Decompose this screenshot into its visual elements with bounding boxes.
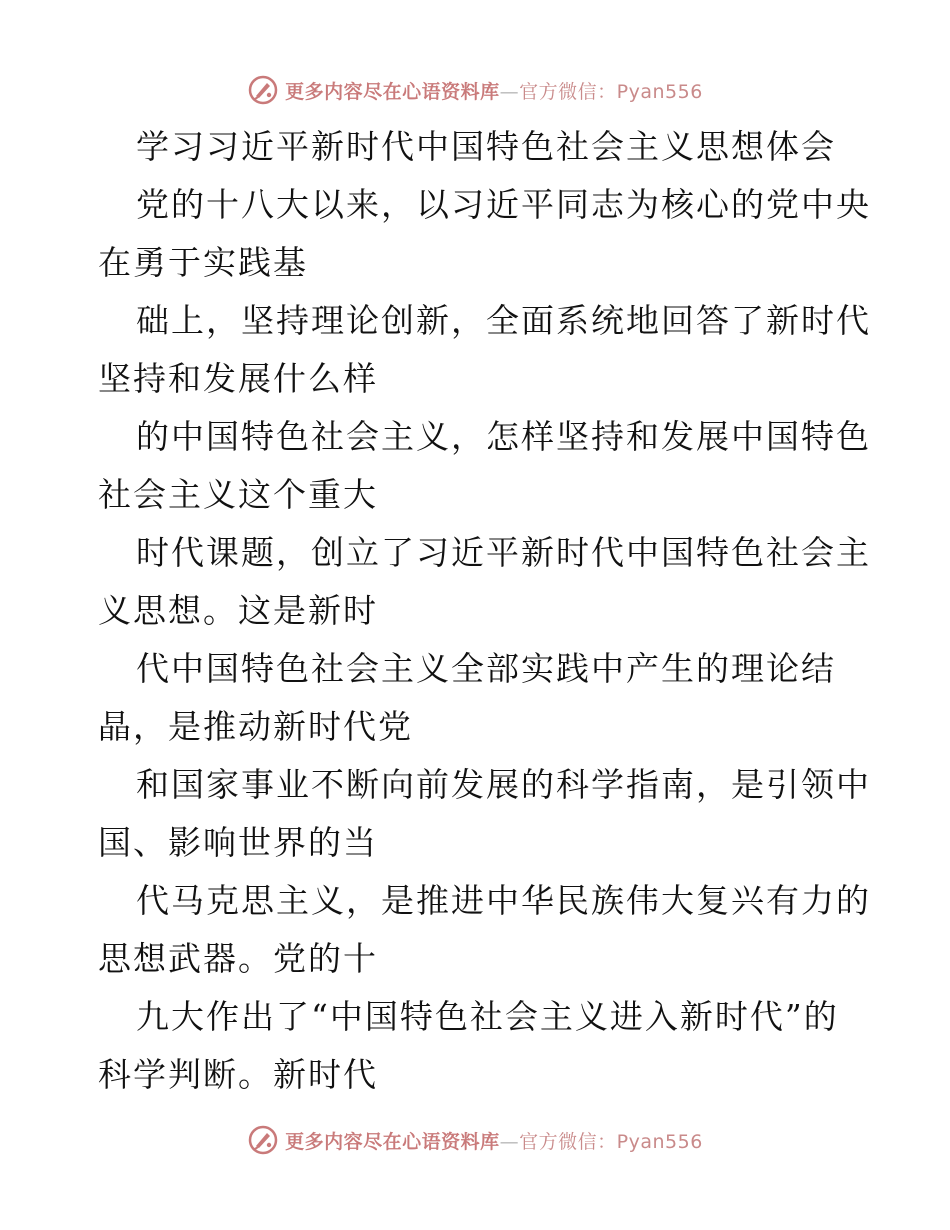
document-line: 代中国特色社会主义全部实践中产生的理论结 [136,649,836,688]
document-line: 时代课题，创立了习近平新时代中国特色社会主 [136,533,871,572]
watermark-sub: 官方微信：Pyan556 [519,1130,703,1153]
document-line: 代马克思主义，是推进中华民族伟大复兴有力的 [136,881,871,920]
document-line: 晶，是推动新时代党 [98,707,413,746]
document-line: 思想武器。党的十 [98,939,378,978]
document-line: 在勇于实践基 [98,243,308,282]
watermark-text [285,1127,703,1154]
document-line: 和国家事业不断向前发展的科学指南，是引领中 [136,765,871,804]
watermark-sub: 官方微信：Pyan556 [519,80,703,103]
quill-seal-icon [247,1124,279,1156]
document-line: 九大作出了“中国特色社会主义进入新时代”的 [136,997,839,1036]
document-line: 社会主义这个重大 [98,475,378,514]
header-watermark [0,70,950,110]
footer-watermark [0,1120,950,1160]
document-body [98,118,871,1104]
document-line: 的中国特色社会主义，怎样坚持和发展中国特色 [136,417,871,456]
watermark-main: 更多内容尽在心语资料库 [285,1130,500,1153]
document-line: 础上，坚持理论创新，全面系统地回答了新时代 [136,301,871,340]
quill-seal-icon [247,74,279,106]
watermark-text [285,77,703,104]
document-line: 党的十八大以来，以习近平同志为核心的党中央 [136,185,871,224]
watermark-separator: — [499,1130,520,1153]
document-line: 学习习近平新时代中国特色社会主义思想体会 [136,127,836,166]
document-line: 坚持和发展什么样 [98,359,378,398]
document-line: 国、影响世界的当 [98,823,378,862]
document-line: 科学判断。新时代 [98,1055,378,1094]
document-line: 义思想。这是新时 [98,591,378,630]
watermark-main: 更多内容尽在心语资料库 [285,80,500,103]
watermark-separator: — [499,80,520,103]
